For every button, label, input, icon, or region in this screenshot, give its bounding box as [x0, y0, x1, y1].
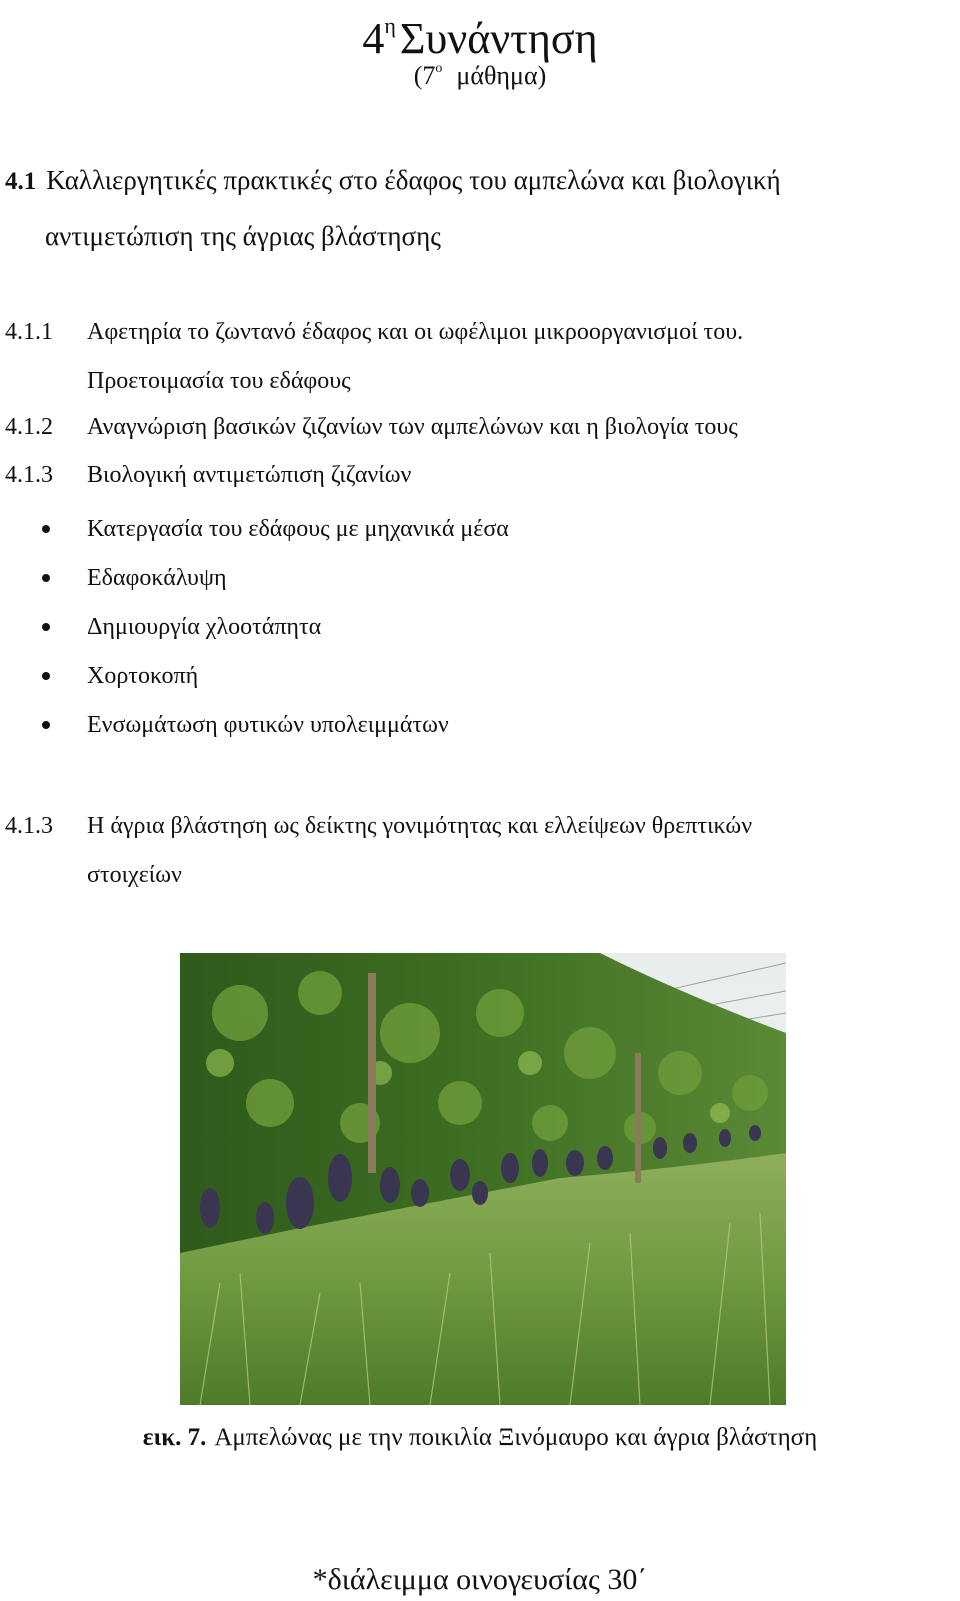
bullet-icon: [42, 672, 50, 680]
list-item: [42, 613, 942, 662]
list-item: [42, 515, 942, 564]
footer-note: *διάλειμμα οινογευσίας 30΄: [312, 1563, 648, 1596]
page-subtitle: [0, 53, 960, 92]
subsection-4-1-1: [5, 318, 955, 395]
list-item-text: Χορτοκοπή: [87, 663, 199, 689]
subsection-4-1-2: [5, 413, 955, 441]
figure-label: εικ. 7.: [142, 1424, 207, 1451]
subsection-number: 4.1.3: [5, 813, 53, 839]
section-title-line2: αντιμετώπιση της άγριας βλάστησης: [45, 221, 441, 251]
title-text: Συνάντηση: [399, 14, 598, 63]
list-item-text: Εδαφοκάλυψη: [87, 565, 227, 591]
figure-caption: [0, 1423, 960, 1453]
subsection-title: Αφετηρία το ζωντανό έδαφος και οι ωφέλιμοι μικροοργανισμοί του.: [87, 319, 744, 345]
bullet-icon: [42, 574, 50, 582]
section-number: 4.1: [5, 168, 37, 195]
subsection-title: Βιολογική αντιμετώπιση ζιζανίων: [87, 462, 412, 488]
section-title-line1: Καλλιεργητικές πρακτικές στο έδαφος του αμπελώνα και βιολογική: [46, 165, 781, 195]
bullet-icon: [42, 721, 50, 729]
subsection-title: Αναγνώριση βασικών ζιζανίων των αμπελώνων και η βιολογία τους: [87, 414, 738, 440]
subsection-number: 4.1.1: [5, 319, 53, 345]
list-item: [42, 662, 942, 711]
vineyard-photo: [180, 953, 786, 1405]
subsection-number: 4.1.3: [5, 462, 53, 488]
list-item: [42, 564, 942, 613]
title-number: 4: [362, 14, 385, 63]
list-item-text: Ενσωμάτωση φυτικών υπολειμμάτων: [87, 712, 449, 738]
bullet-icon: [42, 623, 50, 631]
subsection-4-1-3: [5, 461, 955, 489]
bullet-icon: [42, 525, 50, 533]
bullet-list: [42, 515, 942, 760]
subsection-title-cont: στοιχείων: [87, 862, 182, 888]
subtitle-superscript: ο: [435, 61, 443, 76]
subtitle-text: μάθημα): [456, 61, 547, 90]
figure-caption-text: Αμπελώνας με την ποικιλία Ξινόμαυρο και άγρια βλάστηση: [214, 1424, 818, 1451]
list-item-text: Δημιουργία χλοοτάπητα: [87, 614, 322, 640]
list-item: [42, 711, 942, 760]
title-superscript: η: [384, 13, 396, 38]
subsection-4-1-3-second: [5, 812, 955, 889]
list-item-text: Κατεργασία του εδάφους με μηχανικά μέσα: [87, 516, 509, 542]
subsection-number: 4.1.2: [5, 414, 53, 440]
subsection-title-cont: Προετοιμασία του εδάφους: [87, 368, 351, 394]
section-heading: [5, 153, 955, 263]
subtitle-open: (7: [413, 61, 436, 90]
subsection-title: Η άγρια βλάστηση ως δείκτης γονιμότητας και ελλείψεων θρεπτικών: [87, 813, 753, 839]
